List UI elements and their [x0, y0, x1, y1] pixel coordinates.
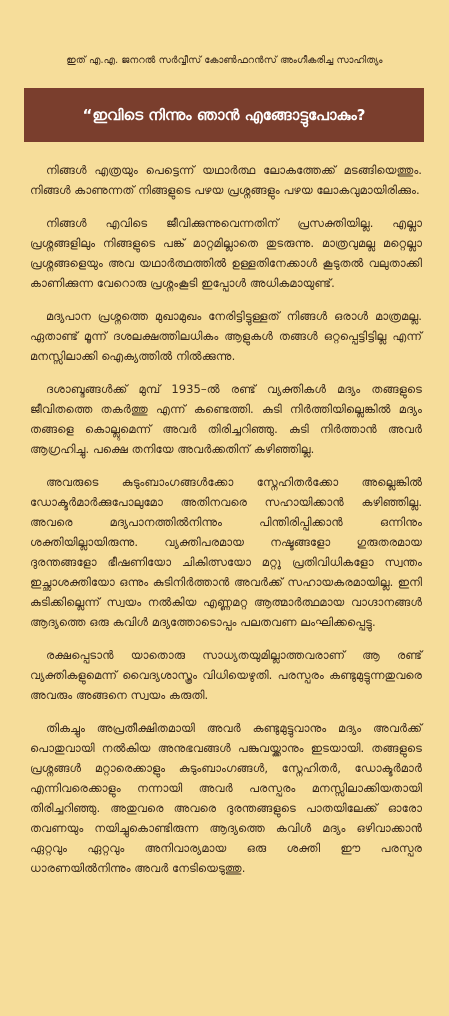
paragraph-2: നിങ്ങൾ എവിടെ ജീവിക്കുന്നുവെന്നതിന് പ്രസക്തിയില്ല. എല്ലാ പ്രശ്നങ്ങളിലും നിങ്ങളുടെ പങ്ക് മാറ്റമില്ലാതെ തുടരുന്നു. മാത്രവുമല്ല മറ്റെല്ലാ പ്രശ്നങ്ങളെയും അവ യഥാർത്ഥത്തിൽ ഉള്ളതിനേക്കാൾ കൂടുതൽ വലുതാക്കി കാണിക്കുന്ന വേറൊരു പ്രശ്നംകൂടി ഇപ്പോൾ അധികമായുണ്ട്.	[30, 216, 422, 290]
paragraph-7: തികച്ചും അപ്രതീക്ഷിതമായി അവർ കണ്ടുമുട്ടുവാനും മദ്യം അവർക്ക് പൊതുവായി നൽകിയ അനുഭവങ്ങൾ പങ്കുവയ്ക്കാനും ഇടയായി. തങ്ങളുടെ പ്രശ്നങ്ങൾ മറ്റാരെക്കാളും കുടുംബാംഗങ്ങൾ, സ്നേഹിതർ, ഡോക്ടർമാർ എന്നിവരെക്കാളും നന്നായി അവർ പരസ്പരം മനസ്സിലാക്കിയതായി തിരിച്ചറിഞ്ഞു. അതുവരെ അവരെ ദുരന്തങ്ങളുടെ പാതയിലേക്ക് ഓരോ തവണയും നയിച്ചുകൊണ്ടിരുന്ന ആദ്യത്തെ കവിൾ മദ്യം ഒഴിവാക്കാൻ ഏറ്റവും ഏറ്റവും അനിവാര്യമായ ഒരു ശക്തി ഈ പരസ്പര ധാരണയിൽനിന്നും അവർ നേടിയെടുത്തു.	[30, 721, 422, 875]
page-title: “ഇവിടെ നിന്നും ഞാൻ എങ്ങോട്ടുപോകും?	[82, 106, 366, 124]
paragraph-5: അവരുടെ കുടുംബാംഗങ്ങൾക്കോ സ്നേഹിതർക്കോ അല്ലെങ്കിൽ ഡോക്ടർമാർക്കുപോലുമോ അതിനവരെ സഹായിക്കാൻ കഴിഞ്ഞില്ല. അവരെ മദ്യപാനത്തിൽനിന്നും പിന്തിരിപ്പിക്കാൻ ഒന്നിനും ശക്തിയില്ലായിരുന്നു. വ്യക്തിപരമായ നഷ്ടങ്ങളോ ഗുരുതരമായ ദുരന്തങ്ങളോ ഭീഷണിയോ ചികിത്സയോ മറ്റു പ്രതിവിധികളോ സ്വന്തം ഇച്ഛാശക്തിയോ ഒന്നും കുടിനിർത്താൻ അവർക്ക് സഹായകരമായില്ല. ഇനി കുടിക്കില്ലെന്ന് സ്വയം നൽകിയ എണ്ണമറ്റ ആത്മാർത്ഥമായ വാഗ്ദാനങ്ങൾ ആദ്യത്തെ ഒരു കവിൾ മദ്യത്തോടൊപ്പം പലതവണ ലംഘിക്കപ്പെട്ടു.	[30, 475, 422, 629]
title-banner	[24, 88, 424, 142]
body-text	[30, 160, 422, 891]
paragraph-6: രക്ഷപ്പെടാൻ യാതൊരു സാധ്യതയുമില്ലാത്തവരാണ് ആ രണ്ട് വ്യക്തികളുമെന്ന് വൈദ്യശാസ്ത്രം വിധിയെഴുതി. പരസ്പരം കണ്ടുമുട്ടുന്നതുവരെ അവരും അങ്ങനെ സ്വയം കരുതി.	[30, 648, 422, 702]
paragraph-3: മദ്യപാന പ്രശ്നത്തെ മുഖാമുഖം നേരിട്ടിട്ടുള്ളത് നിങ്ങൾ ഒരാൾ മാത്രമല്ല. ഏതാണ്ട് മൂന്ന് ദശലക്ഷത്തിലധികം ആളുകൾ തങ്ങൾ ഒറ്റപ്പെട്ടിട്ടില്ല എന്ന് മനസ്സിലാക്കി ഐക്യത്തിൽ നിൽക്കുന്നു.	[30, 309, 422, 363]
paragraph-4: ദശാബ്ദങ്ങൾക്ക് മുമ്പ് 1935–ൽ രണ്ട് വ്യക്തികൾ മദ്യം തങ്ങളുടെ ജീവിതത്തെ തകർത്തു എന്ന് കണ്ടെത്തി. കുടി നിർത്തിയില്ലെങ്കിൽ മദ്യം തങ്ങളെ കൊല്ലുമെന്ന് അവർ തിരിച്ചറിഞ്ഞു. കുടി നിർത്താൻ അവർ ആഗ്രഹിച്ചു. പക്ഷെ തനിയേ അവർക്കതിന് കഴിഞ്ഞില്ല.	[30, 382, 422, 456]
paragraph-1: നിങ്ങൾ എത്രയും പെട്ടെന്ന് യഥാർത്ഥ ലോകത്തേക്ക് മടങ്ങിയെത്തും. നിങ്ങൾ കാണുന്നത് നിങ്ങളുടെ പഴയ പ്രശ്നങ്ങളും പഴയ ലോകവുമായിരിക്കും.	[30, 163, 422, 197]
header-note: ഇത് എ.എ. ജനറൽ സർവ്വീസ് കോൺഫറൻസ് അംഗീകരിച്ച സാഹിത്യം	[66, 55, 383, 66]
